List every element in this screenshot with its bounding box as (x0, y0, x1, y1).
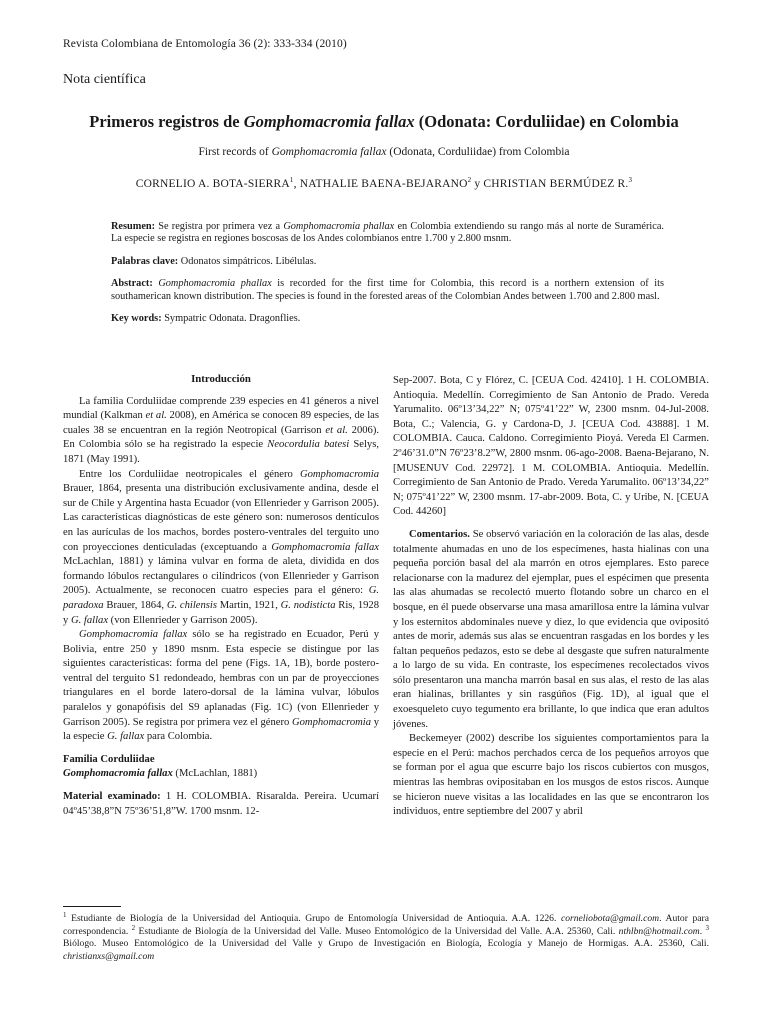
abstract-paragraph (111, 278, 664, 303)
footnote-marker: 1 (63, 910, 67, 919)
author-list (0, 178, 768, 190)
resumen-text-2: en Colombia extendiendo su rango más al norte de Suramérica. La especie se registra en regiones boscosas de los Andes colombianos entre 1.700 y 2.800 msnm. (111, 221, 664, 245)
intro-heading: Introducción (191, 373, 251, 385)
text: Selys, 1871 (May 1991). (63, 439, 379, 465)
resumen-label: Resumen: (111, 221, 156, 232)
keywords-paragraph (111, 313, 664, 325)
genus-name: Gomphomacromia (291, 716, 372, 728)
author-2: NATHALIE BAENA-BEJARANO (299, 178, 468, 190)
resumen-species: Gomphomacromia phallax (283, 221, 395, 232)
abstract-species: Gomphomacromia phallax (158, 278, 272, 290)
text: Se observó variación en la coloración de las alas, desde totalmente ahumadas en uno de los especímenes, hasta hialinas con una pequeña porción basal del ala marrón en otros ejemplares. Esto parece relacionarse con la madurez del ejemplar, pues el espécimen que presenta las alas ahumadas se recolectó muerto flotando sobre un charco en el bosque, en él puede observarse una masa amarillosa entre la lámina vulvar y los esternitos abdominales nueve y diez, lo que evidencia que ovipositó antes de morir, además sus alas se encuentran rasgadas en los bordes y les faltan pequeños pedazos, esto se debe al desgaste que sufren naturalmente a lo largo de su vida. En contraste, los especímenes recolectados vivos sólo presentaron una mancha marrón basal en sus alas, el resto de las alas eran hialinas, brillantes y sin rasgúños (Fig. 1D), al igual que el exoesqueleto cuyo tegumento era brillante, lo que indica que eran adultos jóvenes. (393, 528, 709, 730)
right-column (393, 374, 709, 820)
resumen-text-1: Se registra por primera vez a (155, 221, 284, 232)
text: Entre los Corduliidae neotropicales el género (79, 468, 300, 480)
species-name: Gomphomacromia fallax (271, 541, 379, 553)
author-2-affil: 2 (467, 176, 472, 185)
author-sep-1: , (293, 178, 300, 190)
email-link[interactable]: christianxs@gmail.com (63, 950, 155, 962)
records-paragraph: Sep-2007. Bota, C y Flórez, C. [CEUA Cod. 42410]. 1 H. COLOMBIA. Antioquia. Medellín. Corregimiento de San Antonio de Prado. Vereda Yarumalito. 06º13’34,22” N; 075º41’22” W, 2300 msnm. 04-Jul-2008. Bota, C.; Valencia, G. y Cardona-D, J. [CEUA Cod. 43888]. 1 M. COLOMBIA. Cauca. Caldono. Corregimiento Pioyá. Vereda El Carmen. 2º46’31.0”N 76º23’8.2”W, 2800 msnm. 06-ago-2008. Baena-Bejarano, N. [MUSENUV Cod. 22972]. 1 M. COLOMBIA. Antioquia. Medellín. Corregimiento de San Antonio de Prado. Vereda Yarumalito. 06º13’34,22” N; 075º41’22” W, 2300 msnm. 17-abr-2009. Bota, C. y Uribe, N. [CEUA Cod. 44260] (393, 375, 709, 518)
abstract-label: Abstract: (111, 278, 153, 290)
text: (McLachlan, 1881) (172, 768, 258, 780)
journal-citation: Revista Colombiana de Entomología 36 (2): 333-334 (2010) (63, 38, 347, 50)
author-1: CORNELIO A. BOTA-SIERRA (135, 178, 290, 190)
comentarios-label: Comentarios. (409, 528, 470, 540)
text: La familia Corduliidae comprende 239 especies en 41 géneros a nivel mundial (Kalkman (63, 395, 379, 422)
text: . (699, 925, 706, 937)
palabras-label: Palabras clave: (111, 255, 179, 267)
comentarios-paragraph (393, 528, 709, 732)
text: Martin, 1921, (216, 599, 281, 611)
section-type: Nota científica (63, 72, 146, 87)
text: 1 H. COLOMBIA. Risaralda. Pereira. Ucumarí 04º45’38,8”N 75º36’51,8”W. 1700 msnm. 12- (63, 791, 380, 817)
keywords-text: Sympatric Odonata. Dragonflies. (161, 313, 301, 325)
subtitle-species: Gomphomacromia fallax (271, 146, 387, 158)
text: para Colombia. (144, 731, 213, 743)
palabras-text: Odonatos simpátricos. Libélulas. (178, 255, 317, 267)
subtitle-suffix: (Odonata, Corduliidae) from Colombia (386, 146, 570, 158)
material-label: Material examinado: (63, 791, 161, 803)
text-italic: et al. (145, 410, 167, 422)
genus-name: Gomphomacromia (299, 468, 379, 480)
familia-heading: Familia Corduliidae (63, 753, 155, 765)
title-species: Gomphomacromia fallax (243, 112, 415, 131)
species-name: G. paradoxa (63, 585, 379, 611)
intro-paragraph-1 (63, 395, 379, 468)
subtitle-prefix: First records of (198, 146, 272, 158)
species-name: G. fallax (107, 731, 145, 743)
intro-paragraph-3 (63, 628, 379, 745)
left-column (63, 372, 379, 819)
species-name: G. chilensis (166, 599, 217, 611)
beckemeyer-paragraph: Beckemeyer (2002) describe los siguientes comportamientos para la especie en el Perú: machos perchados cerca de los pequeños arroyos que se forman por el agua que escurre bajo los riscos cubiertos con musgos, mientras las hembras ovipositaban en los musgos de estos riscos. Aunque se hicieron nueve visitas a las localidades en las que se encontraron los individuos, entre septiembre del 2007 y abril (393, 733, 709, 818)
spacer (393, 520, 709, 528)
intro-paragraph-2 (63, 468, 379, 629)
footnote-marker: 2 (131, 923, 136, 932)
text: Ris, 1928 y (63, 599, 380, 626)
author-3-affil: 3 (628, 176, 633, 185)
species-name: Neocordulia batesi (267, 439, 350, 451)
text: Estudiante de Biología de la Universidad del Valle. Museo Entomológico de la Universidad del Valle. A.A. 25360, Cali. (135, 925, 619, 937)
text: 2006). En Colombia sólo se ha registrado la especie (63, 424, 380, 451)
text: (von Ellenrieder y Garrison 2005). (108, 614, 258, 626)
familia-species-line (63, 767, 379, 782)
text: y la especie (63, 716, 380, 743)
author-3: CHRISTIAN BERMÚDEZ R. (483, 178, 629, 190)
author-sep-2: y (471, 178, 484, 190)
footnote-marker: 3 (705, 923, 709, 932)
text: sólo se ha registrado en Ecuador, Perú y Bolivia, entre 250 y 1890 msnm. Esta especie se distingue por las siguientes características: forma del pene (Figs. 1A, 1B), borde postero-ventral del terguito S1 redondeado, hembras con un par de proyecciones triangulares en el borde latero-dorsal de la lámina vulvar, lóbulos paralelos y gonapófisis del S9 aplanadas (Fig. 1C) (von Ellenrieder y Garrison 2005). Se registra por primera vez el género (63, 629, 379, 728)
text: Brauer, 1864, (103, 599, 167, 611)
email-link[interactable]: corneliobota@gmail.com (560, 913, 660, 924)
text: Biólogo. Museo Entomológico de la Universidad del Valle y Grupo de Investigación en Biología, Ecología y Manejo de Hormigas. A.A. 25360, Cali. (63, 938, 709, 950)
title-suffix: (Odonata: Corduliidae) en Colombia (414, 112, 679, 131)
species-name: Gomphomacromia fallax (63, 768, 173, 780)
text: 2008), en América se conocen 89 especies, de las cuales 38 se encuentran en la región Neotropical (Garrison (63, 410, 379, 436)
title-prefix: Primeros registros de (89, 112, 244, 131)
text: Estudiante de Biología de la Universidad del Antioquia. Grupo de Entomología Universidad de Antioquia. A.A. 1226. (66, 913, 561, 924)
spacer (63, 782, 379, 790)
author-1-affil: 1 (289, 176, 294, 185)
text: . Autor para correspondencia. (63, 913, 709, 937)
spacer (63, 745, 379, 753)
abstract-block (111, 221, 664, 335)
footnotes (63, 910, 709, 963)
text: McLachlan, 1881) y lámina vulvar en forma de aleta, dividida en dos formando lóbulos rectangulares o cilíndricos (von Ellenrieder y Garrison 2005). Actualmente, se reconocen cuatro especies para el género: (63, 556, 379, 597)
text: Brauer, 1864, presenta una distribución exclusivamente andina, desde el sur de Chile y Argentina hasta Ecuador (von Ellenrieder y Garrison 2005). Las características diagnósticas de este género son: numerosos dentículos en las aurículas de los machos, bordes postero-ventrales del terguito uno con proyecciones denticuladas (exceptuando a (63, 483, 379, 553)
species-name: Gomphomacromia fallax (79, 629, 188, 641)
keywords-label: Key words: (111, 313, 162, 325)
footnote-rule (63, 906, 121, 907)
material-paragraph (63, 790, 379, 819)
resumen-paragraph (111, 221, 664, 246)
species-name: G. nodisticta (280, 599, 336, 611)
article-subtitle (0, 146, 768, 158)
footnote-text (63, 910, 709, 963)
palabras-paragraph (111, 256, 664, 268)
species-name: G. fallax (70, 614, 109, 626)
email-link[interactable]: nthlbn@hotmail.com (618, 925, 700, 937)
abstract-text: is recorded for the first time for Colombia, this record is a northern extension of its southamerican known distribution. The species is found in the forested areas of the Colombian Andes between 1.700 and 2.800 masl. (111, 278, 664, 302)
article-title (0, 112, 768, 132)
text-italic: et al. (325, 424, 348, 436)
